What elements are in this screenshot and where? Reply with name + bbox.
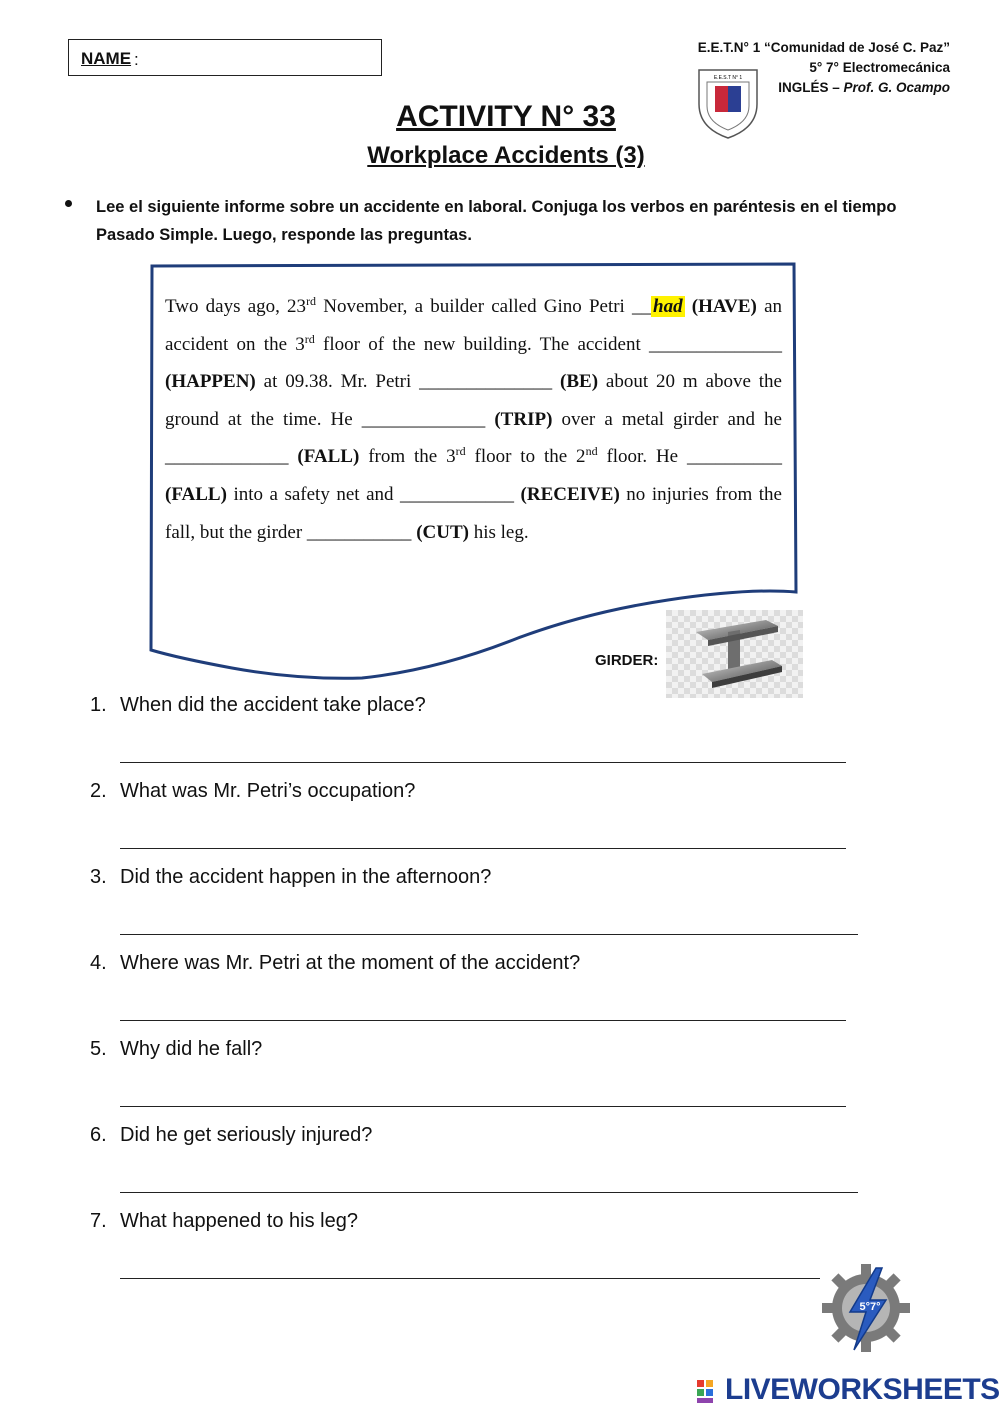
name-label: NAME [81,49,132,68]
passage-text: Two days ago, 23rd November, a builder called Gino Petri __ had (HAVE) an accident on the 3rd floor of the new building. The accident ______________ (HAPPEN) at 09.38. Mr. Petri ______________ (BE) about 20 m above the ground at the time. He _____________ (TRIP) over a metal girder and he _____________ (FALL) from the 3rd floor to the 2nd floor. He __________ (FALL) into a safety net and ____________ (RECEIVE) no injuries from the fall, but the girder ___________ (CUT) his leg. [165,294,783,543]
course-name: 5° 7° Electromecánica [809,60,950,75]
instruction-text: Lee el siguiente informe sobre un accidente en laboral. Conjuga los verbos en paréntesis en el tiempo Pasado Simple. Luego, responde las preguntas. [96,198,897,244]
answer-line-1[interactable] [120,762,846,763]
svg-text:E.E.S.T N° 1: E.E.S.T N° 1 [713,75,743,81]
activity-title: ACTIVITY N° 33 [396,100,616,133]
gear-lightning-logo [820,1262,912,1354]
teacher-name: Prof. G. Ocampo [843,80,950,95]
name-field-box[interactable] [68,39,382,76]
example-answer[interactable]: had [653,296,683,317]
question-4: 4. Where was Mr. Petri at the moment of the accident? [90,952,581,974]
girder-image [666,610,803,698]
answer-line-3[interactable] [120,934,858,935]
school-name: E.E.T.N° 1 “Comunidad de José C. Paz” [697,40,950,55]
liveworksheets-watermark: LIVEWORKSHEETS [725,1373,1000,1406]
subject-teacher: INGLÉS – Prof. G. Ocampo [778,80,950,95]
question-7: 7. What happened to his leg? [90,1210,358,1232]
name-colon: : [134,50,139,69]
bullet-dot [65,200,72,207]
question-6: 6. Did he get seriously injured? [90,1124,373,1146]
answer-line-2[interactable] [120,848,846,849]
liveworksheets-mark-icon [697,1380,723,1404]
question-5: 5. Why did he fall? [90,1038,263,1060]
girder-label: GIRDER: [595,652,659,669]
answer-line-6[interactable] [120,1192,858,1193]
question-1: 1. When did the accident take place? [90,694,426,716]
answer-line-4[interactable] [120,1020,846,1021]
svg-text:5°7°: 5°7° [859,1301,881,1313]
answer-line-5[interactable] [120,1106,846,1107]
question-2: 2. What was Mr. Petri’s occupation? [90,780,416,802]
question-3: 3. Did the accident happen in the afternoon? [90,866,492,888]
answer-line-7[interactable] [120,1278,820,1279]
activity-subtitle: Workplace Accidents (3) [367,142,645,169]
